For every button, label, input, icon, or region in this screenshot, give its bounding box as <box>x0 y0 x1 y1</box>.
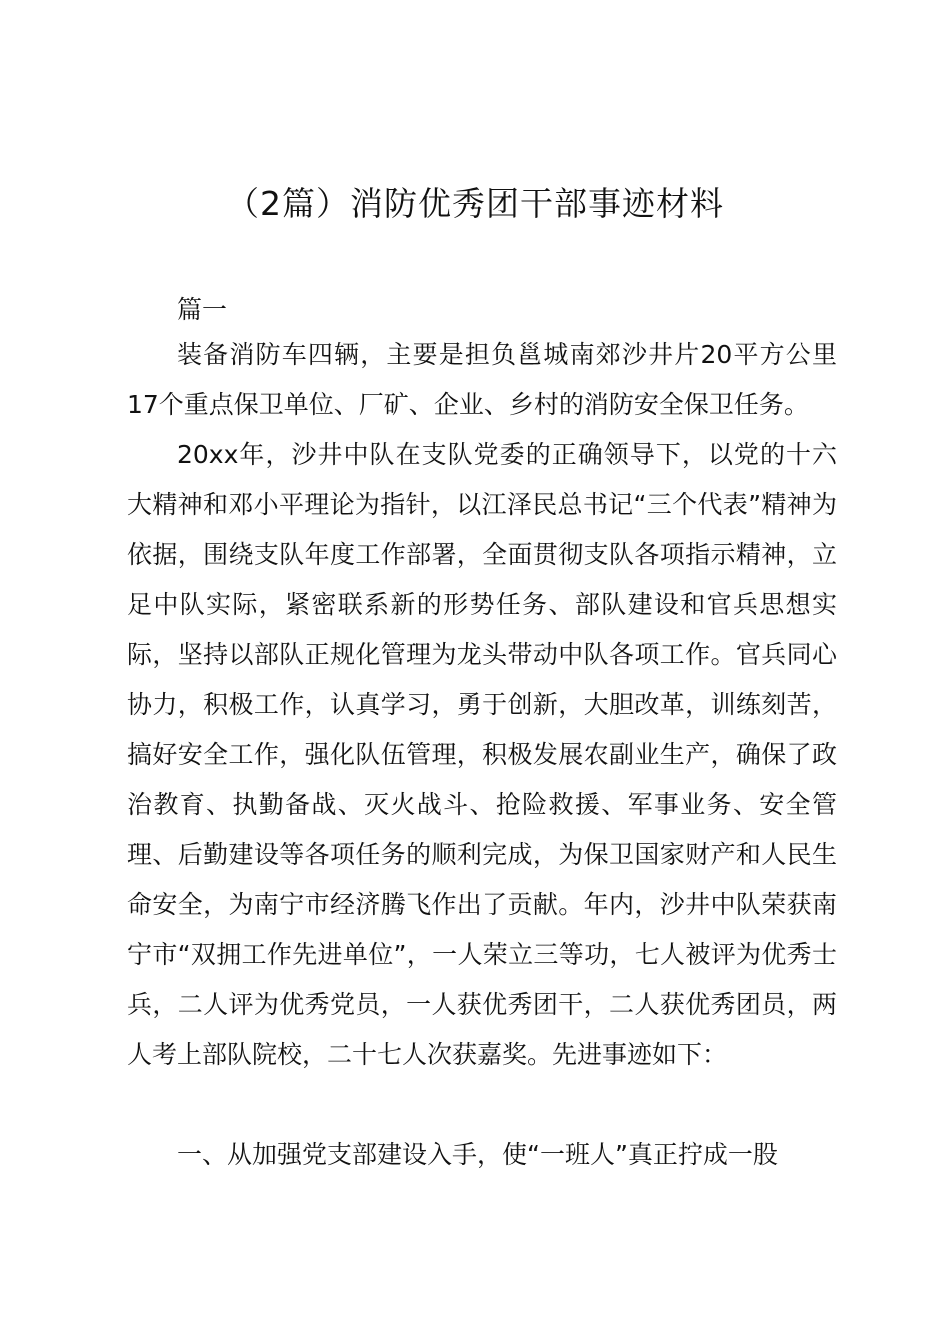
document-title: （2篇）消防优秀团干部事迹材料 <box>226 184 724 223</box>
paragraph-heading-one: 一、从加强党支部建设入手，使“一班人”真正拧成一股 <box>177 1140 778 1169</box>
paragraph-main: 20xx年，沙井中队在支队党委的正确领导下，以党的十六大精神和邓小平理论为指针，以江泽民总书记“三个代表”精神为依据，围绕支队年度工作部署，全面贯彻支队各项指示精神，立足中队实际，紧密联系新的形势任务、部队建设和官兵思想实际，坚持以部队正规化管理为龙头带动中队各项工作。官兵同心协力，积极工作，认真学习，勇于创新，大胆改革，训练刻苦，搞好安全工作，强化队伍管理，积极发展农副业生产，确保了政治教育、执勤备战、灭火战斗、抢险救援、军事业务、安全管理、后勤建设等各项任务的顺利完成，为保卫国家财产和人民生命安全，为南宁市经济腾飞作出了贡献。年内，沙井中队荣获南宁市“双拥工作先进单位”，一人荣立三等功，七人被评为优秀士兵，二人评为优秀党员，一人获优秀团干，二人获优秀团员，两人考上部队院校，二十七人次获嘉奖。先进事迹如下： <box>127 440 837 1069</box>
section-label: 篇一 <box>177 295 228 324</box>
paragraph-intro: 装备消防车四辆，主要是担负邕城南郊沙井片20平方公里17个重点保卫单位、厂矿、企业、乡村的消防安全保卫任务。 <box>127 340 837 419</box>
